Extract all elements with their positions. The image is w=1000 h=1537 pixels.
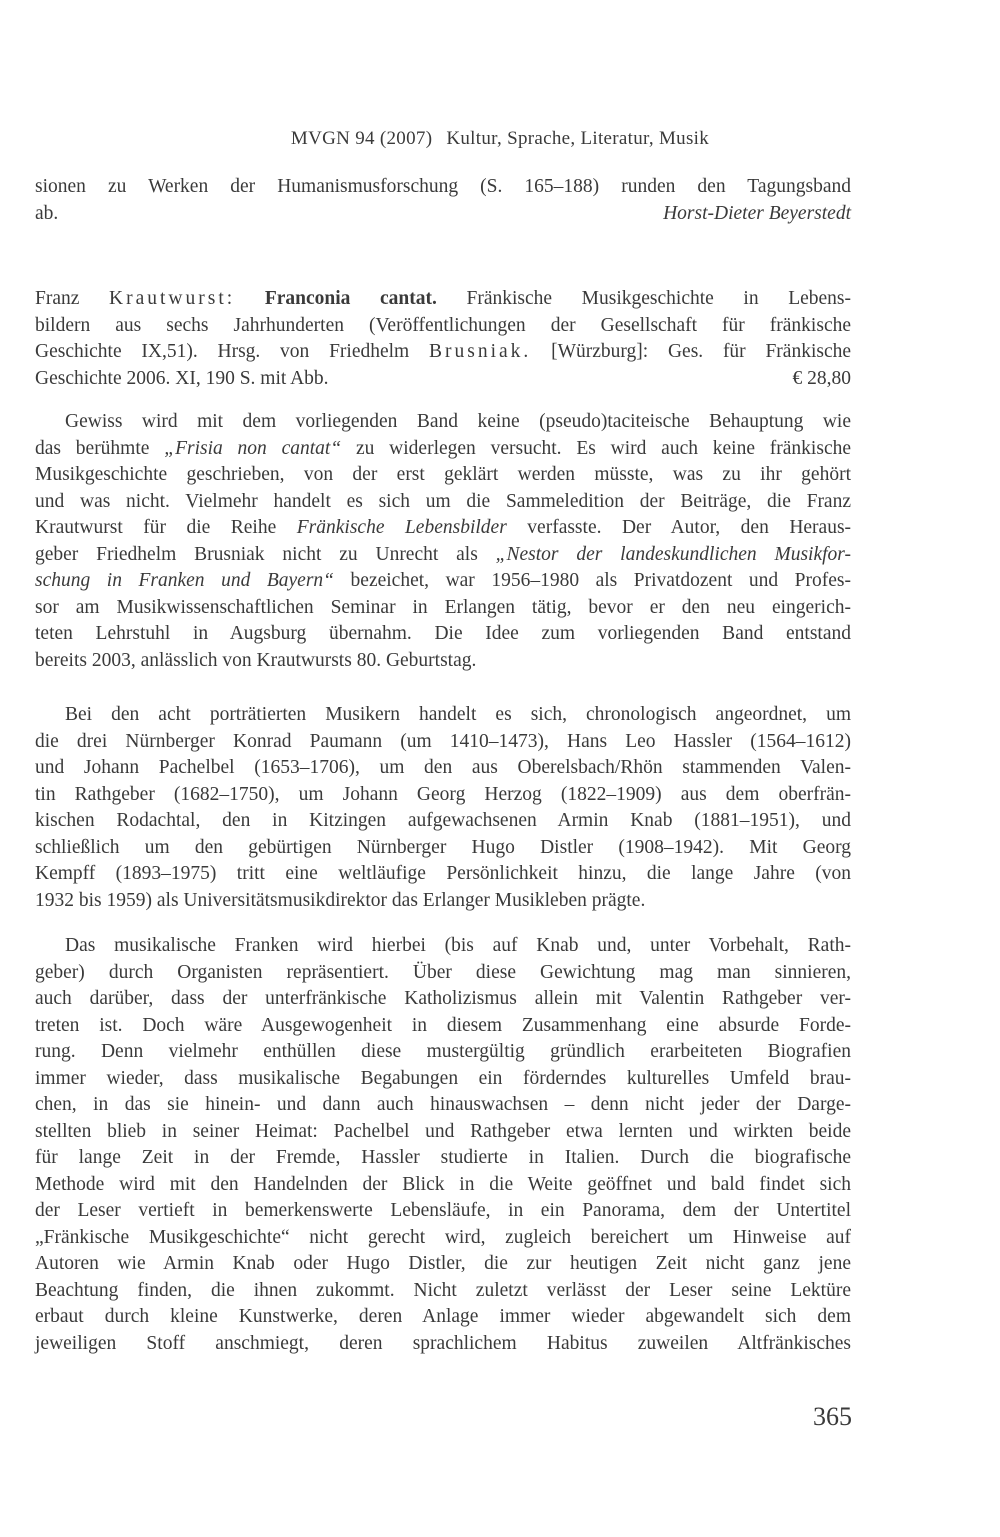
text-line: rung. Denn vielmehr enthüllen diese mustergültig gründlich erarbeiteten Biografien	[35, 1041, 851, 1062]
citation-line	[35, 286, 851, 313]
price: € 28,80	[792, 367, 851, 389]
text-line: sor am Musikwissenschaftlichen Seminar in Erlangen tätig, bevor er den neu eingerich-	[35, 596, 851, 618]
text-line: sionen zu Werken der Humanismusforschung (S. 165–188) runden den Tagungsband	[35, 176, 851, 197]
italic-quote: „Nestor der landeskundlichen Musikfor-	[495, 543, 851, 565]
text-line: jeweiligen Stoff anschmiegt, deren sprachlichem Habitus zuweilen Altfränkisches	[35, 1332, 851, 1354]
text-fragment: Krautwurst für die Reihe	[35, 517, 277, 538]
text-fragment: Geschichte IX,51). Hrsg. von Friedhelm	[35, 341, 410, 362]
text-line: für lange Zeit in der Fremde, Hassler studierte in Italien. Durch die biografische	[35, 1147, 851, 1168]
text-line: treten ist. Doch wäre Ausgewogenheit in diesem Zusammenhang eine absurde Forde-	[35, 1014, 851, 1036]
text-line: 1932 bis 1959) als Universitätsmusikdirektor das Erlanger Musikleben prägte.	[35, 889, 646, 911]
paragraph-1	[35, 409, 851, 674]
text-fragment: geber Friedhelm Brusniak nicht zu Unrecht als	[35, 543, 478, 565]
text-fragment: das berühmte	[35, 437, 150, 459]
text-line: geber) durch Organisten repräsentiert. Über diese Gewichtung mag man sinnieren,	[35, 961, 851, 983]
text-line: immer wieder, dass musikalische Begabungen ein förderndes kulturelles Umfeld brau-	[35, 1067, 851, 1089]
text-line: schließlich um den gebürtigen Nürnberger Hugo Distler (1908–1942). Mit Georg	[35, 836, 851, 858]
subtitle: Fränkische Musikgeschichte in Lebens-	[466, 288, 852, 309]
editor-name: Brusniak.	[429, 341, 532, 362]
text-line: Gewiss wird mit dem vorliegenden Band keine (pseudo)taciteische Behauptung wie	[65, 411, 851, 432]
text-line	[35, 515, 851, 542]
text-line: tin Rathgeber (1682–1750), um Johann Georg Herzog (1822–1909) aus dem oberfrän-	[35, 783, 851, 805]
text-fragment: [Würzburg]: Ges. für Fränkische	[551, 341, 852, 362]
text-line: Methode wird mit den Handelnden der Blick in die Weite geöffnet und bald findet sich	[35, 1173, 851, 1195]
text-line: Kempff (1893–1975) tritt eine weltläufige Persönlichkeit hinzu, die lange Jahre (von	[35, 863, 851, 884]
text-fragment: zu widerlegen versucht. Es wird auch keine fränkische	[355, 437, 852, 459]
text-line	[35, 568, 851, 595]
paragraph-3	[35, 933, 851, 1357]
page-number: 365	[813, 1402, 852, 1431]
journal-reference: MVGN 94 (2007)	[290, 128, 433, 149]
citation-line	[35, 339, 851, 366]
text-line	[35, 542, 851, 569]
text-line: und Johann Pachelbel (1653–1706), um den aus Oberelsbach/Rhön stammenden Valen-	[35, 757, 851, 778]
text-line: Bei den acht porträtierten Musikern handelt es sich, chronologisch angeordnet, um	[65, 704, 851, 725]
book-citation	[35, 286, 851, 392]
text-line	[35, 201, 851, 228]
author-last-name: Krautwurst:	[109, 288, 236, 309]
citation-line: bildern aus sechs Jahrhunderten (Veröffentlichungen der Gesellschaft für fränkische	[35, 314, 851, 336]
italic-series-title: Fränkische Lebensbilder	[296, 517, 507, 538]
author-first-name: Franz	[35, 288, 80, 309]
text-line: Autoren wie Armin Knab oder Hugo Distler, die zur heutigen Zeit nicht ganz jene	[35, 1253, 851, 1274]
text-line: auch darüber, dass der unterfränkische Katholizismus allein mit Valentin Rathgeber ver-	[35, 988, 851, 1009]
text-line: erbaut durch kleine Kunstwerke, deren Anlage immer wieder abgewandelt sich dem	[35, 1306, 851, 1327]
text-line: und was nicht. Vielmehr handelt es sich um die Sammeledition der Beiträge, die Franz	[35, 490, 851, 512]
text-line: Beachtung finden, die ihnen zukommt. Nicht zuletzt verlässt der Leser seine Lektüre	[35, 1279, 851, 1301]
citation-line	[35, 366, 851, 393]
text-line: der Leser vertieft in bemerkenswerte Lebensläufe, in ein Panorama, dem der Untertitel	[35, 1200, 851, 1221]
text-line: bereits 2003, anlässlich von Krautwursts 80. Geburtstag.	[35, 649, 477, 671]
text-fragment: verfasste. Der Autor, den Heraus-	[527, 517, 852, 538]
text-line: teten Lehrstuhl in Augsburg übernahm. Die Idee zum vorliegenden Band entstand	[35, 623, 851, 644]
italic-quote: schung in Franken und Bayern“	[35, 570, 335, 591]
running-header	[0, 128, 1000, 150]
publication-details: Geschichte 2006. XI, 190 S. mit Abb.	[35, 367, 329, 389]
paragraph-2	[35, 702, 851, 914]
book-title: Franconia cantat.	[264, 288, 437, 309]
text-line: kischen Rodachtal, den in Kitzingen aufgewachsenen Armin Knab (1881–1951), und	[35, 810, 851, 831]
text-fragment: bezeichet, war 1956–1980 als Privatdozent und Profes-	[350, 570, 851, 591]
reviewer-name: Horst-Dieter Beyerstedt	[663, 202, 851, 224]
text-fragment: ab.	[35, 202, 59, 224]
text-line: „Fränkische Musikgeschichte“ nicht gerecht wird, zugleich bereichert um Hinweise auf	[35, 1226, 851, 1248]
text-line: Musikgeschichte geschrieben, von der erst geklärt werden müsste, was zu ihr gehört	[35, 464, 851, 485]
text-line: chen, in das sie hinein- und dann auch hinauswachsen – denn nicht jeder der Darge-	[35, 1094, 851, 1115]
italic-quote: „Frisia non cantat“	[164, 437, 342, 459]
text-line	[35, 436, 851, 463]
text-line: stellten blieb in seiner Heimat: Pachelbel und Rathgeber etwa lernten und wirkten beide	[35, 1120, 851, 1142]
text-line: die drei Nürnberger Konrad Paumann (um 1410–1473), Hans Leo Hassler (1564–1612)	[35, 730, 851, 752]
text-line: Das musikalische Franken wird hierbei (bis auf Knab und, unter Vorbehalt, Rath-	[65, 935, 851, 956]
section-title: Kultur, Sprache, Literatur, Musik	[446, 128, 710, 149]
previous-review-end	[35, 174, 851, 227]
